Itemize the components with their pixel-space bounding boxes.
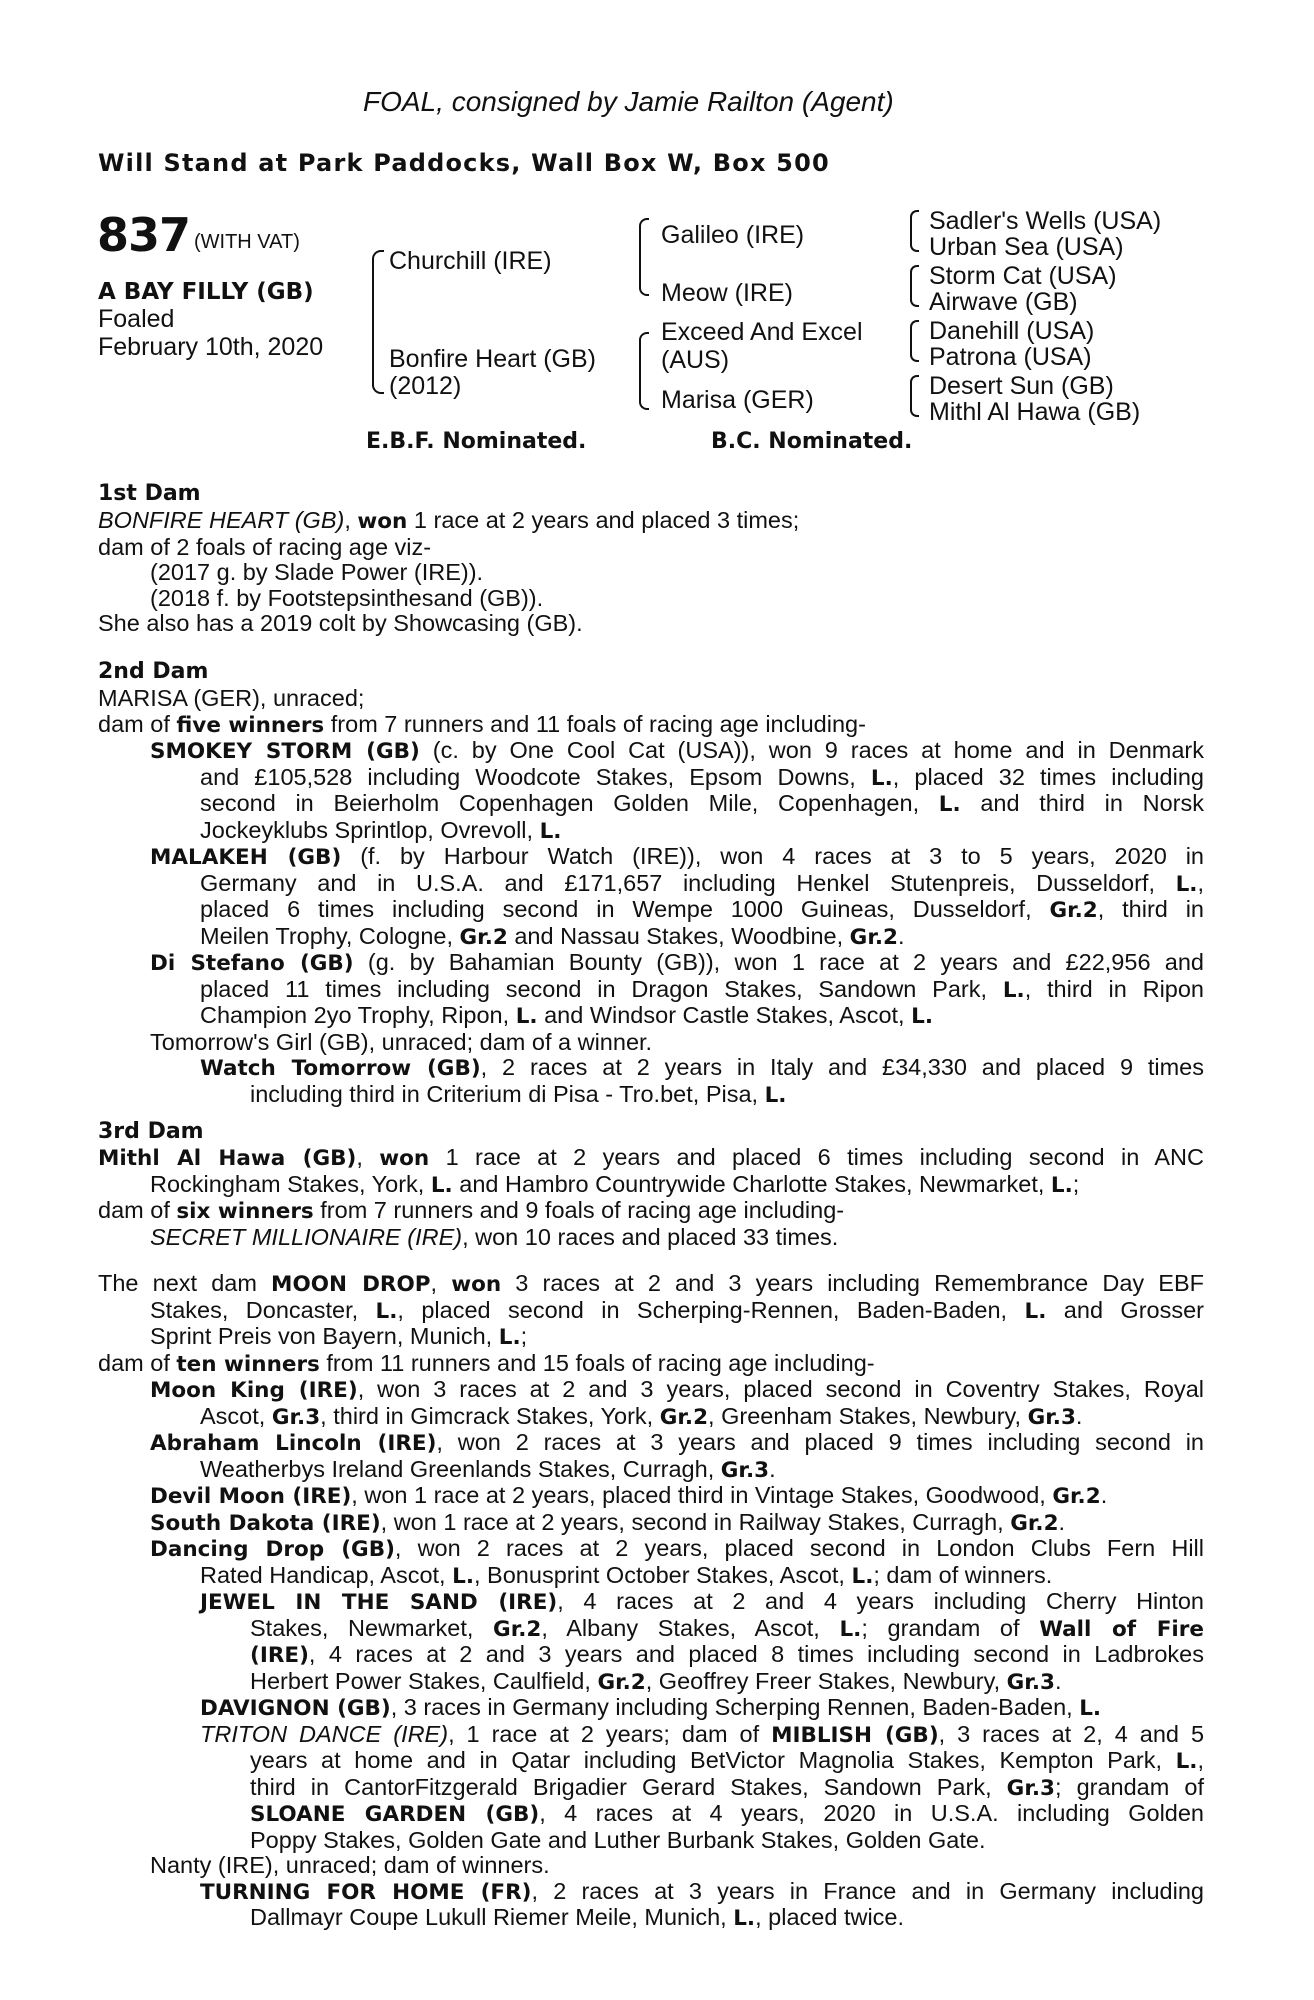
- first-dam-foal: (2017 g. by Slade Power (IRE)).: [150, 559, 484, 585]
- text-run: L.: [733, 1906, 756, 1931]
- text-run: [150, 1225, 1204, 1251]
- text-run: Champion 2yo Trophy, Ripon,: [200, 1002, 516, 1028]
- text-run: , won 3 races at 2 and 3 years, placed second in Coventry Stakes, Royal: [357, 1376, 1204, 1402]
- text-run: (f. by Harbour Watch (IRE)), won 4 races at 3 to 5 years, 2020 in: [341, 843, 1204, 869]
- text-run: Stakes, Newmarket,: [250, 1614, 494, 1641]
- lot-number: 837: [97, 208, 191, 262]
- text-run: [200, 1695, 1204, 1722]
- text-run: , Bonusprint October Stakes, Ascot,: [474, 1561, 852, 1588]
- b3: [910, 320, 919, 362]
- text-run: , placed 32 times including: [892, 763, 1204, 790]
- text-run: L.: [539, 818, 562, 844]
- text-run: Rockingham Stakes, York,: [150, 1170, 431, 1197]
- text-run: 1 race at 2 years and placed 6 times including second in ANC: [429, 1144, 1204, 1170]
- text-run: Mithl Al Hawa (GB), won 1 race at 2 years and placed 6 times including second in ANC: [98, 1144, 1204, 1171]
- text-run: and Nassau Stakes, Woodbine,: [507, 922, 850, 949]
- text-run: , won 10 races and placed 33 times.: [462, 1223, 839, 1250]
- text-run: Watch Tomorrow (GB): [200, 1056, 481, 1081]
- text-run: Tomorrow's Girl (GB), unraced; dam of a winner.: [150, 1028, 653, 1055]
- text-run: six winners: [176, 1199, 314, 1224]
- dam-brace: [639, 332, 649, 410]
- b1: [910, 210, 919, 252]
- text-run: Gr.2: [459, 924, 508, 950]
- text-run: L.: [1175, 1749, 1198, 1774]
- text-run: ;: [1072, 1170, 1080, 1197]
- text-run: Gr.3: [271, 1404, 321, 1430]
- text-run: [250, 1748, 1204, 1775]
- text-run: (g. by Bahamian Bounty (GB)), won 1 race at 2 years and £22,956 and: [353, 949, 1204, 975]
- text-run: and Windsor Castle Stakes, Ascot,: [537, 1002, 912, 1028]
- text-run: Gr.2: [1010, 1510, 1059, 1536]
- text-run: .: [1058, 1508, 1066, 1535]
- text-run: Gr.2: [597, 1669, 646, 1695]
- text-run: MIBLISH (GB): [771, 1722, 939, 1748]
- text-run: won: [379, 1146, 430, 1171]
- g3-6: Patrona (USA): [929, 343, 1092, 371]
- text-run: and £105,528 including Woodcote Stakes, Epsom Downs,: [200, 763, 871, 790]
- first-dam-block: [98, 508, 799, 637]
- text-run: (c. by One Cool Cat (USA)), won 9 races at home and in Denmark: [419, 737, 1204, 763]
- text-run: and third in Norsk: [960, 790, 1204, 816]
- text-run: L.: [452, 1563, 474, 1589]
- text-run: MARISA (GER), unraced;: [98, 685, 365, 711]
- text-run: L.: [911, 1004, 933, 1029]
- text-run: DAVIGNON (GB): [200, 1696, 391, 1721]
- text-run: [150, 1298, 1204, 1325]
- page-title: FOAL, consigned by Jamie Railton (Agent): [363, 86, 894, 117]
- dam-dam: Marisa (GER): [661, 386, 814, 414]
- text-run: L.: [839, 1616, 862, 1642]
- text-run: L.: [1050, 1172, 1073, 1198]
- text-run: Gr.2: [1052, 1484, 1101, 1509]
- text-run: SLOANE GARDEN (GB): [250, 1802, 540, 1827]
- text-run: , 1 race at 2 years; dam of: [448, 1720, 772, 1747]
- text-run: JEWEL IN THE SAND (IRE): [200, 1590, 558, 1615]
- text-run: Nanty (IRE), unraced; dam of winners.: [150, 1852, 550, 1878]
- sire-sire: Galileo (IRE): [661, 221, 805, 249]
- text-run: , Albany Stakes, Ascot,: [541, 1614, 840, 1641]
- text-run: L.: [515, 1004, 538, 1029]
- text-run: [250, 1905, 1204, 1932]
- text-run: Gr.2: [659, 1404, 709, 1430]
- text-run: The next dam: [98, 1270, 272, 1296]
- text-run: [200, 871, 1204, 898]
- text-run: , 4 races at 2 and 3 years and placed 8 times including second in Ladbrokes: [308, 1641, 1204, 1667]
- text-run: L.: [375, 1298, 398, 1324]
- first-dam-heading: 1st Dam: [98, 481, 201, 506]
- text-run: [250, 1642, 1204, 1669]
- text-run: , 3 races in Germany including Scherping Rennen, Baden-Baden,: [390, 1694, 1080, 1720]
- text-run: L.: [938, 792, 961, 817]
- text-run: ten winners: [176, 1351, 320, 1377]
- g3-2: Urban Sea (USA): [929, 233, 1124, 261]
- text-run: ,: [430, 1270, 452, 1296]
- text-run: [150, 1510, 1204, 1537]
- text-run: TRITON DANCE (IRE): [200, 1720, 449, 1747]
- text-run: won: [451, 1272, 502, 1297]
- text-run: , 2 races at 3 years in France and in Germany including: [531, 1877, 1204, 1904]
- text-run: L.: [870, 765, 893, 791]
- text-run: L.: [1175, 871, 1198, 897]
- text-run: [200, 897, 1204, 924]
- text-run: Ascot,: [200, 1402, 272, 1429]
- text-run: BONFIRE HEART (GB): [98, 507, 345, 533]
- text-run: Moon King (IRE): [150, 1378, 358, 1403]
- dam-sire: Exceed And Excel: [661, 318, 863, 346]
- dam-year: (2012): [389, 372, 462, 400]
- text-run: dam of: [98, 1349, 177, 1376]
- second-dam-heading: 2nd Dam: [98, 659, 209, 684]
- text-run: , placed twice.: [755, 1904, 905, 1930]
- text-run: placed 11 times including second in Dragon Stakes, Sandown Park,: [200, 975, 1003, 1002]
- text-run: Gr.3: [720, 1457, 770, 1483]
- text-run: .: [769, 1455, 776, 1482]
- vat-note: (WITH VAT): [194, 231, 300, 253]
- text-run: [150, 738, 1204, 765]
- stand-location: Will Stand at Park Paddocks, Wall Box W, Box 500: [98, 149, 830, 177]
- text-run: [200, 791, 1204, 818]
- third-dam-heading: 3rd Dam: [98, 1119, 204, 1144]
- text-run: [150, 1377, 1204, 1404]
- text-run: Di Stefano (GB): [150, 951, 354, 976]
- text-run: L.: [1002, 977, 1025, 1003]
- text-run: placed 6 times including second in Wempe 1000 Guineas, Dusseldorf,: [200, 896, 1050, 922]
- text-run: won: [357, 509, 408, 534]
- text-run: Wall of Fire: [1039, 1616, 1204, 1642]
- sire-brace: [639, 218, 649, 296]
- text-run: , 4 races at 4 years, 2020 in U.S.A. including Golden: [539, 1800, 1204, 1826]
- text-run: [200, 818, 1204, 845]
- text-run: [250, 1616, 1204, 1643]
- dam: Bonfire Heart (GB): [389, 345, 597, 373]
- text-run: , placed second in Scherping-Rennen, Baden-Baden,: [397, 1296, 1025, 1323]
- text-run: Abraham Lincoln (IRE): [150, 1431, 437, 1456]
- b4: [910, 375, 919, 417]
- text-run: , won 2 races at 3 years and placed 9 times including second in: [436, 1429, 1205, 1455]
- text-run: Gr.3: [1006, 1669, 1055, 1695]
- text-run: L.: [498, 1325, 521, 1350]
- text-run: [250, 1801, 1204, 1828]
- dam-sire-suffix: (AUS): [661, 346, 730, 374]
- text-run: South Dakota (IRE): [150, 1510, 381, 1536]
- text-run: [200, 1879, 1204, 1906]
- g3-3: Storm Cat (USA): [929, 262, 1117, 290]
- text-run: [200, 1404, 1204, 1431]
- text-run: L.: [430, 1172, 453, 1198]
- sire-dam: Meow (IRE): [661, 279, 793, 307]
- text-run: TURNING FOR HOME (FR): [200, 1879, 532, 1905]
- sire-dam-brace: [372, 250, 384, 394]
- text-run: , Greenham Stakes, Newbury,: [708, 1402, 1028, 1429]
- text-run: Stakes, Doncaster,: [150, 1296, 376, 1323]
- foaled-label: Foaled: [98, 305, 175, 333]
- first-dam-foal: (2018 f. by Footstepsinthesand (GB)).: [150, 584, 544, 611]
- text-run: from 11 runners and 15 foals of racing age including-: [319, 1349, 875, 1376]
- text-run: .: [1075, 1402, 1083, 1429]
- text-run: including third in Criterium di Pisa - Tro.bet, Pisa,: [250, 1080, 765, 1107]
- text-run: ,: [1197, 1747, 1204, 1773]
- text-run: L.: [1079, 1696, 1102, 1721]
- text-run: MALAKEH (GB): [150, 845, 342, 870]
- text-run: and Hambro Countrywide Charlotte Stakes, Newmarket,: [452, 1170, 1051, 1197]
- text-run: [150, 1430, 1204, 1457]
- text-run: L.: [1024, 1298, 1047, 1324]
- text-run: third in CantorFitzgerald Brigadier Gerard Stakes, Sandown Park,: [250, 1773, 1007, 1800]
- text-run: from 7 runners and 9 foals of racing age including-: [313, 1197, 845, 1223]
- text-run: [150, 950, 1204, 977]
- text-run: (IRE): [250, 1643, 309, 1668]
- text-run: Gr.2: [1049, 898, 1098, 923]
- first-dam-line: She also has a 2019 colt by Showcasing (GB).: [98, 610, 583, 636]
- text-run: , won 1 race at 2 years, placed third in Vintage Stakes, Goodwood,: [351, 1482, 1053, 1508]
- text-run: ; grandam of: [861, 1614, 1040, 1641]
- text-run: [98, 712, 1204, 739]
- text-run: .: [1100, 1482, 1108, 1508]
- text-run: MOON DROP: [271, 1272, 431, 1297]
- text-run: Dancing Drop (GB): [150, 1537, 395, 1562]
- text-run: [200, 1589, 1204, 1616]
- sire: Churchill (IRE): [389, 247, 552, 275]
- text-run: from 7 runners and 11 foals of racing age including-: [324, 710, 866, 737]
- g3-5: Danehill (USA): [929, 317, 1095, 345]
- text-run: , third in Ripon: [1024, 975, 1204, 1002]
- text-run: , Geoffrey Freer Stakes, Newbury,: [645, 1667, 1007, 1694]
- text-run: L.: [851, 1563, 874, 1589]
- text-run: [200, 1722, 1204, 1749]
- text-run: [98, 1271, 1204, 1298]
- text-run: [200, 765, 1204, 792]
- text-run: Gr.3: [1006, 1775, 1055, 1801]
- text-run: second in Beierholm Copenhagen Golden Mile, Copenhagen,: [200, 790, 939, 816]
- text-run: [250, 1082, 1204, 1109]
- text-run: Germany and in U.S.A. and £171,657 including Henkel Stutenpreis, Dusseldorf,: [200, 869, 1176, 896]
- text-run: [150, 1483, 1204, 1510]
- text-run: [200, 1003, 1204, 1030]
- text-run: [250, 1669, 1204, 1696]
- g3-1: Sadler's Wells (USA): [929, 207, 1162, 235]
- text-run: , 3 races at 2, 4 and 5: [938, 1720, 1205, 1747]
- text-run: dam of: [98, 710, 177, 737]
- text-run: Meilen Trophy, Cologne, Gr.2 and Nassau Stakes, Woodbine, Gr.2.: [200, 922, 905, 950]
- b2: [910, 265, 919, 307]
- text-run: , third in Gimcrack Stakes, York,: [320, 1402, 660, 1429]
- ebf-nominated: E.B.F. Nominated.: [366, 429, 587, 454]
- text-run: [200, 1457, 1204, 1484]
- g3-4: Airwave (GB): [929, 288, 1078, 316]
- text-run: ; grandam of: [1054, 1773, 1204, 1800]
- text-run: SECRET MILLIONAIRE (IRE): [150, 1223, 463, 1250]
- text-run: Gr.3: [1027, 1404, 1076, 1430]
- first-dam-line: dam of 2 foals of racing age viz-: [98, 533, 432, 560]
- text-run: Herbert Power Stakes, Caulfield,: [250, 1667, 598, 1694]
- text-run: SMOKEY STORM (GB): [150, 739, 420, 764]
- text-run: , 2 races at 2 years in Italy and £34,330 and placed 9 times: [480, 1054, 1204, 1080]
- text-run: Weatherbys Ireland Greenlands Stakes, Curragh,: [200, 1455, 721, 1482]
- bc-nominated: B.C. Nominated.: [711, 429, 913, 454]
- text-run: ,: [1197, 869, 1204, 896]
- text-run: 1 race at 2 years and placed 3 times;: [407, 507, 800, 533]
- foaled-date: February 10th, 2020: [98, 333, 324, 361]
- text-run: 3 races at 2 and 3 years including Remembrance Day EBF: [501, 1270, 1204, 1296]
- text-run: Jockeyklubs Sprintlop, Ovrevoll,: [200, 816, 540, 843]
- g3-7: Desert Sun (GB): [929, 372, 1114, 400]
- text-run: dam of: [98, 1197, 177, 1223]
- text-run: , third in: [1097, 896, 1204, 922]
- text-run: [200, 1563, 1204, 1590]
- text-run: Meilen Trophy, Cologne,: [200, 922, 460, 949]
- text-run: L.: [764, 1082, 787, 1108]
- text-run: , won 2 races at 2 years, placed second in London Clubs Fern Hill: [394, 1535, 1205, 1561]
- text-run: Rated Handicap, Ascot,: [200, 1561, 453, 1588]
- text-run: [98, 1198, 1204, 1225]
- first-dam-line: BONFIRE HEART (GB), won 1 race at 2 years and placed 3 times;: [98, 507, 800, 534]
- text-run: .: [1054, 1667, 1062, 1694]
- text-run: ;: [520, 1323, 528, 1349]
- text-run: Sprint Preis von Bayern, Munich,: [150, 1323, 499, 1349]
- g3-8: Mithl Al Hawa (GB): [929, 398, 1141, 426]
- text-run: five winners: [176, 712, 325, 738]
- lot-name: A BAY FILLY (GB): [98, 279, 314, 305]
- second-dam-block: [98, 686, 1204, 1108]
- text-run: Poppy Stakes, Golden Gate and Luther Burbank Stakes, Golden Gate.: [250, 1826, 986, 1853]
- text-run: Mithl Al Hawa (GB): [98, 1146, 357, 1171]
- text-run: [150, 844, 1204, 871]
- text-run: Dallmayr Coupe Lukull Riemer Meile, Munich,: [250, 1904, 734, 1930]
- text-run: , 4 races at 2 and 4 years including Cherry Hinton: [557, 1588, 1204, 1614]
- text-run: [200, 977, 1204, 1004]
- text-run: ; dam of winners.: [873, 1561, 1053, 1588]
- text-run: [150, 1324, 1204, 1351]
- text-run: and Grosser: [1046, 1296, 1204, 1323]
- text-run: [200, 1055, 1204, 1082]
- text-run: Devil Moon (IRE): [150, 1484, 352, 1509]
- text-run: years at home and in Qatar including BetVictor Magnolia Stakes, Kempton Park,: [250, 1747, 1176, 1773]
- third-dam-block: [98, 1145, 1204, 1250]
- text-run: [98, 1351, 1204, 1378]
- text-run: Gr.2: [849, 924, 898, 950]
- next-dam-block: [98, 1271, 1204, 1932]
- text-run: , won 1 race at 2 years, second in Railway Stakes, Curragh,: [380, 1508, 1011, 1535]
- text-run: [150, 1172, 1204, 1199]
- text-run: [150, 1536, 1204, 1563]
- text-run: Gr.2: [493, 1616, 542, 1642]
- text-run: [250, 1775, 1204, 1802]
